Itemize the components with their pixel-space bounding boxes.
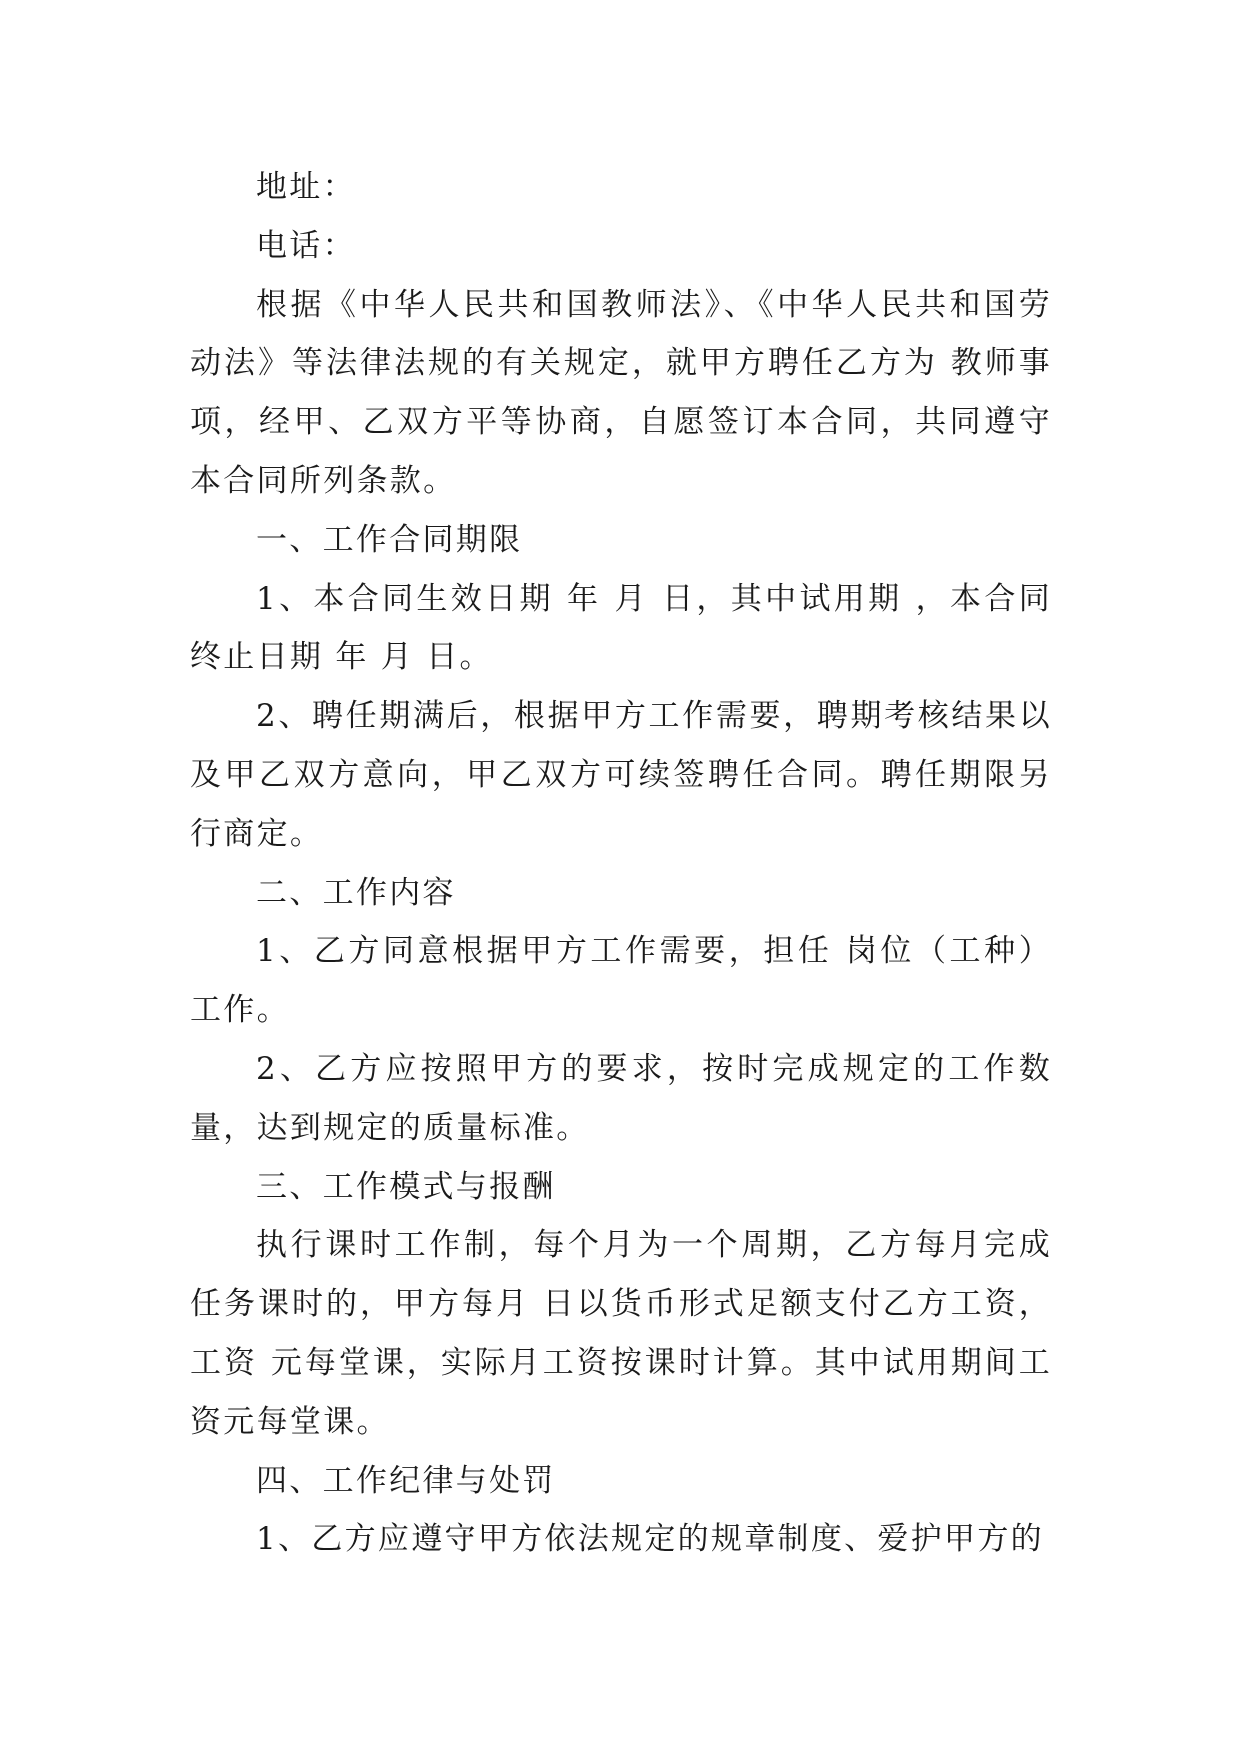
clause-discipline-1: 1、乙方应遵守甲方依法规定的规章制度、爱护甲方的	[256, 1521, 1044, 1558]
section-heading-term: 一、工作合同期限	[256, 521, 523, 558]
phone-line: 电话：	[256, 227, 356, 264]
address-line: 地址：	[256, 169, 356, 205]
preamble-paragraph: 根据《中华人民共和国教师法》、《中华人民共和国劳动法》等法律法规的有关规定，就甲方聘任乙方为 教师事项，经甲、乙双方平等协商，自愿签订本合同，共同遵守本合同所列条款。	[190, 286, 1052, 499]
clause-content-2: 2、乙方应按照甲方的要求，按时完成规定的工作数量，达到规定的质量标准。	[190, 1050, 1052, 1146]
contract-body	[190, 158, 1052, 1569]
clause-term-1: 1、本合同生效日期 年 月 日，其中试用期 ，本合同终止日期 年 月 日。	[190, 580, 1052, 676]
clause-content-1: 1、乙方同意根据甲方工作需要，担任 岗位（工种）工作。	[190, 933, 1052, 1029]
clause-pay: 执行课时工作制，每个月为一个周期，乙方每月完成任务课时的，甲方每月 日以货币形式足额支付乙方工资，工资 元每堂课，实际月工资按课时计算。其中试用期间工资元每堂课。	[190, 1227, 1052, 1440]
section-heading-pay: 三、工作模式与报酬	[256, 1168, 556, 1205]
clause-term-2: 2、聘任期满后，根据甲方工作需要，聘期考核结果以及甲乙双方意向，甲乙双方可续签聘任合同。聘任期限另行商定。	[190, 698, 1052, 852]
section-heading-content: 二、工作内容	[256, 874, 456, 911]
section-heading-discipline: 四、工作纪律与处罚	[256, 1462, 556, 1499]
